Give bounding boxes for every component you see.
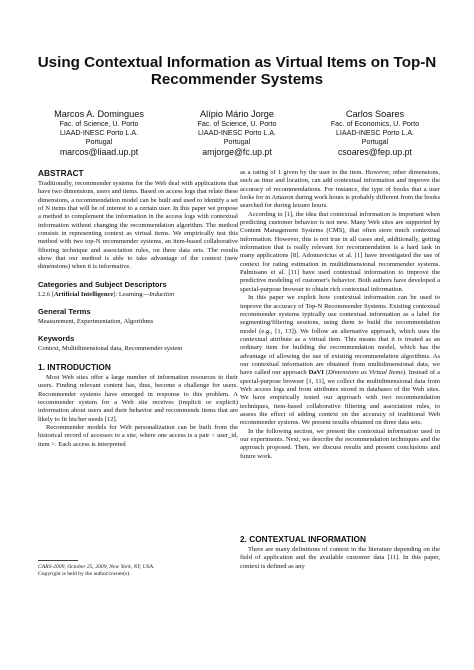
author-email: marcos@liaad.up.pt [59, 147, 139, 157]
method-expansion: Dimensions as Virtual Items [328, 369, 403, 377]
author-email: amjorge@fc.up.pt [202, 147, 272, 157]
author-block-3 [310, 109, 440, 158]
paper-title: Using Contextual Information as Virtual Items on Top-N Recommender Systems [37, 54, 437, 88]
keywords-heading: Keywords [38, 334, 75, 344]
categories-heading: Categories and Subject Descriptors [38, 279, 167, 289]
abstract-heading: ABSTRACT [38, 168, 84, 178]
body-paragraph: as a rating of 1 given by the user to the item. However, other dimensions, such as time and location, can add contextual information and improve the accuracy of recommendations. For instance, the type of books that a user looks for in Amazon during work hours is probably different from the books searched for during leisure hours. [240, 169, 440, 210]
footnote-conference: CARS-2009, October 25, 2009, New York, NY, USA. [38, 564, 155, 570]
abstract-text: Traditionally, recommender systems for the Web deal with applications that have two dimensions, users and items. Based on access logs that relate these dimensions, a recommendation model can be built and used to identify a set of N items that will be of interest to a certain user. In this paper we propose a method to complement the information in the access logs with contextual information without changing the recommendation algorithm. The method consists in representing context as virtual items. We empirically test this method with two top-N recommender systems, an item-based collaborative filtering technique and association rules, on three data sets. The results show that our method is able to take advantage of the context (new dimensions) when it is informative. [38, 180, 238, 271]
copyright-footnote [38, 560, 238, 578]
footnote-copyright: Copyright is held by the author/owner(s). [38, 571, 131, 577]
categories-mid: ]: Learning— [113, 290, 150, 298]
body-paragraph [240, 294, 440, 428]
author-country: Portugal [223, 138, 251, 146]
keywords-text: Context, Multidimensional data, Recommender system [38, 345, 183, 353]
author-country: Portugal [85, 138, 113, 146]
author-block-2 [172, 109, 302, 158]
author-name: Carlos Soares [345, 109, 405, 119]
section-2-paragraph: There are many definitions of context in the literature depending on the field of application and the available customer data [11]. In this paper, context is defined as any [240, 546, 440, 570]
categories-bold: Artificial Intelligence [53, 290, 114, 298]
categories-text [38, 291, 238, 299]
introduction-paragraph: Most Web sites offer a large number of information resources to their users. Finding relevant content has, thus, become a challenge for users. Recommender systems have emerged in response to this problem. A recommender system for a Web site receives (implicit or explicit) information about users and their behavior and recommends items that are likely to fit his/her needs [12]. [38, 373, 238, 423]
author-country: Portugal [361, 138, 389, 146]
body-paragraph: According to [1], the idea that contextual information is important when predicting customer behavior is not new. Many Web sites are supported by Content Management Systems (CMS), that often store much contextual information. However, this is not true in all cases and, additionally, getting information that is really relevant for recommendation is a hard task in many applications [8]. Adomavicius et al. [1] have investigated the use of context for rating estimation in multidimensional recommender systems. Palmisano et al. [11] have used contextual information to improve the predictive modeling of customer's behavior. Both authors have developed a special-purpose browser to obtain rich contextual information. [240, 210, 440, 293]
general-terms-text: Measurement, Experimentation, Algorithms [38, 318, 154, 326]
introduction-paragraph: Recommender models for Web personalization can be built from the historical record of accesses to a site, where one access is a pair < user_id, item >. Each access is interpreted [38, 423, 238, 448]
author-affiliation: LIAAD-INESC Porto L.A. [335, 129, 415, 137]
categories-italic: Induction [149, 290, 175, 298]
general-terms-heading: General Terms [38, 307, 91, 317]
body-paragraph: In the following section, we present the contextual information used in our experiments. Next, we describe the recommendation techniques and the approach proposed. Then, we discuss results and present conclusions and future work. [240, 427, 440, 460]
author-affiliation: LIAAD-INESC Porto L.A. [197, 129, 277, 137]
author-affiliation: Fac. of Science, U. Porto [59, 120, 139, 128]
right-column [240, 169, 440, 461]
author-name: Alípio Mário Jorge [199, 109, 275, 119]
author-name: Marcos A. Domingues [54, 109, 144, 119]
left-column [38, 168, 238, 449]
body-text: In this paper we exploit how contextual information can be used to improve the accuracy of Top-N Recommender Systems. Existing contextual recommender systems typically use contextual information as a label for segmenting/filtering sessions, using them to build the recommendation model (e.g., [1, 13]). We follow an alternative approach, which uses the contextual attribute as a virtual item. This means that it is treated as an ordinary item for building the recommendation model, which has the advantage of allowing the use of existing recommendation algorithms. As our contextual information are obtained from multidimensional data, we have called our approach [240, 294, 440, 377]
categories-prefix: I.2.6 [ [38, 290, 54, 298]
body-text: ). Instead of a special-purpose browser [1, 11], we collect the multidimensional data from Web access logs and from attributes stored in databases of the Web sites. We have empirically tested our approach with two recommendation techniques, item-based collaborative filtering and association rules, to assess the effect of adding context on the accuracy of traditional Web recommender systems. We present results obtained on three data sets. [240, 369, 440, 427]
footnote-rule [38, 560, 78, 561]
author-affiliation: Fac. of Science, U. Porto [197, 120, 277, 128]
body-text: ( [323, 369, 329, 377]
author-affiliation: Fac. of Economics, U. Porto [330, 120, 420, 128]
section-2-heading: 2. CONTEXTUAL INFORMATION [240, 534, 366, 544]
section-2 [240, 534, 440, 571]
author-block-1 [34, 109, 164, 158]
author-affiliation: LIAAD-INESC Porto L.A. [59, 129, 139, 137]
introduction-heading: 1. INTRODUCTION [38, 361, 111, 372]
method-name: DaVI [308, 369, 324, 377]
author-email: csoares@fep.up.pt [338, 147, 412, 157]
